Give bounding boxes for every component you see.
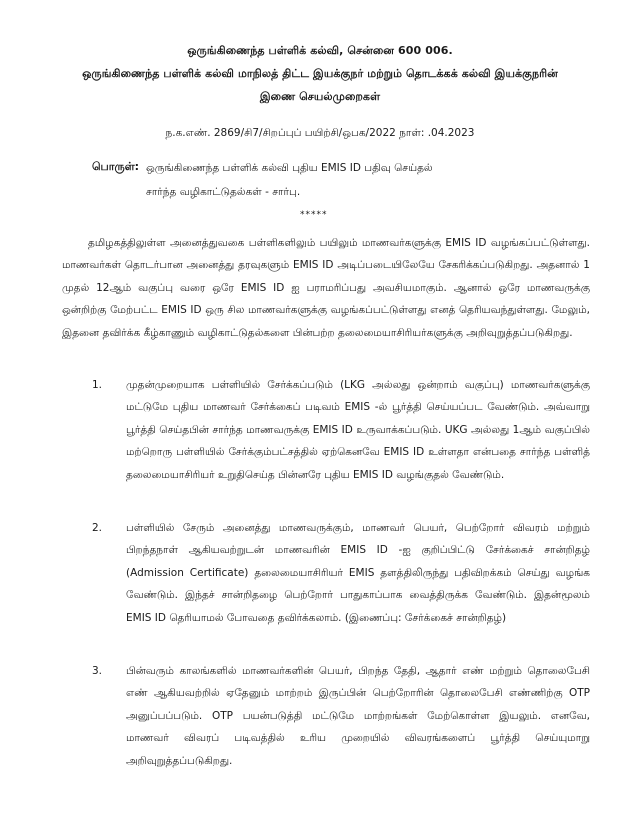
header-line-2: ஒருங்கிணைந்த பள்ளிக் கல்வி மாநிலத் திட்ட இயக்குநர் மற்றும் தொடக்கக் கல்வி இயக்குநரின் <box>82 67 558 80</box>
reference-number: ந.க.எண். 2869/சி7/சிறப்புப் பயிற்சி/ஒபக/2022 நாள்: .04.2023 <box>165 127 475 139</box>
subject-line-1: ஒருங்கிணைந்த பள்ளிக் கல்வி புதிய EMIS ID பதிவு செய்தல் <box>146 162 433 174</box>
separator: ***** <box>300 210 328 220</box>
item-number-2: 2. <box>92 522 103 534</box>
item-text-2: பள்ளியில் சேரும் அனைத்து மாணவருக்கும், மாணவர் பெயர், பெற்றோர் விவரம் மற்றும் பிறந்தநாள் ஆகியவற்றுடன் மாணவரின் EMIS ID -ஐ குறிப்பிட்டு சேர்க்கைச் சான்றிதழ் (Admission Certificate) தலைமையாசிரியர் EMIS தளத்திலிருந்து பதிவிறக்கம் செய்து வழங்க வேண்டும். இந்தச் சான்றிதழை பெற்றோர் பாதுகாப்பாக வைத்திருக்க வேண்டும். இதன்மூலம் EMIS ID தெரியாமல் போவதை தவிர்க்கலாம். (இணைப்பு: சேர்க்கைச் சான்றிதழ்) <box>126 522 590 624</box>
intro-paragraph: தமிழகத்திலுள்ள அனைத்துவகை பள்ளிகளிலும் பயிலும் மாணவர்களுக்கு EMIS ID வழங்கப்பட்டுள்ளது. மாணவர்கள் தொடர்பான அனைத்து தரவுகளும் EMIS ID அடிப்படையிலேயே சேகரிக்கப்படுகிறது. அதனால் 1 முதல் 12ஆம் வகுப்பு வரை ஒரே EMIS ID ஐ பராமரிப்பது அவசியமாகும். ஆனால் ஒரே மாணவருக்கு ஒன்றிற்கு மேற்பட்ட EMIS ID ஒரு சில மாணவர்களுக்கு வழங்கப்பட்டுள்ளது எனத் தெரியவந்துள்ளது. மேலும், இதனை தவிர்க்க கீழ்காணும் வழிகாட்டுதல்களை பின்பற்ற தலைமையாசிரியர்களுக்கு அறிவுறுத்தப்படுகிறது. <box>62 237 590 339</box>
item-number-3: 3. <box>92 665 103 677</box>
item-number-1: 1. <box>92 379 103 391</box>
subject-line-2: சார்ந்த வழிகாட்டுதல்கள் - சார்பு. <box>146 186 301 198</box>
header-line-3: இணை செயல்முறைகள் <box>259 90 381 103</box>
header-line-1: ஒருங்கிணைந்த பள்ளிக் கல்வி, சென்னை 600 006. <box>187 44 453 57</box>
subject-label: பொருள்: <box>92 160 140 173</box>
item-text-3: பின்வரும் காலங்களில் மாணவர்களின் பெயர், பிறந்த தேதி, ஆதார் எண் மற்றும் தொலைபேசி எண் ஆகியவற்றில் ஏதேனும் மாற்றம் இருப்பின் பெற்றோரின் தொலைபேசி எண்ணிற்கு OTP அனுப்பப்படும். OTP பயன்படுத்தி மட்டுமே மாற்றங்கள் மேற்கொள்ள இயலும். எனவே, மாணவர் விவரப் படிவத்தில் உரிய முறையில் விவரங்களைப் பூர்த்தி செய்யுமாறு அறிவுறுத்தப்படுகிறது. <box>126 665 590 767</box>
item-text-1: முதன்முறையாக பள்ளியில் சேர்க்கப்படும் (LKG அல்லது ஒன்றாம் வகுப்பு) மாணவர்களுக்கு மட்டுமே புதிய மாணவர் சேர்க்கைப் படிவம் EMIS -ல் பூர்த்தி செய்யப்பட வேண்டும். அவ்வாறு பூர்த்தி செய்தபின் சார்ந்த மாணவருக்கு EMIS ID உருவாக்கப்படும். UKG அல்லது 1ஆம் வகுப்பில் மற்றொரு பள்ளியில் சேர்க்கும்பட்சத்தில் ஏற்கெனவே EMIS ID உள்ளதா என்பதை சார்ந்த பள்ளித் தலைமையாசிரியர் உறுதிசெய்த பின்னரே புதிய EMIS ID வழங்குதல் வேண்டும். <box>126 379 590 481</box>
